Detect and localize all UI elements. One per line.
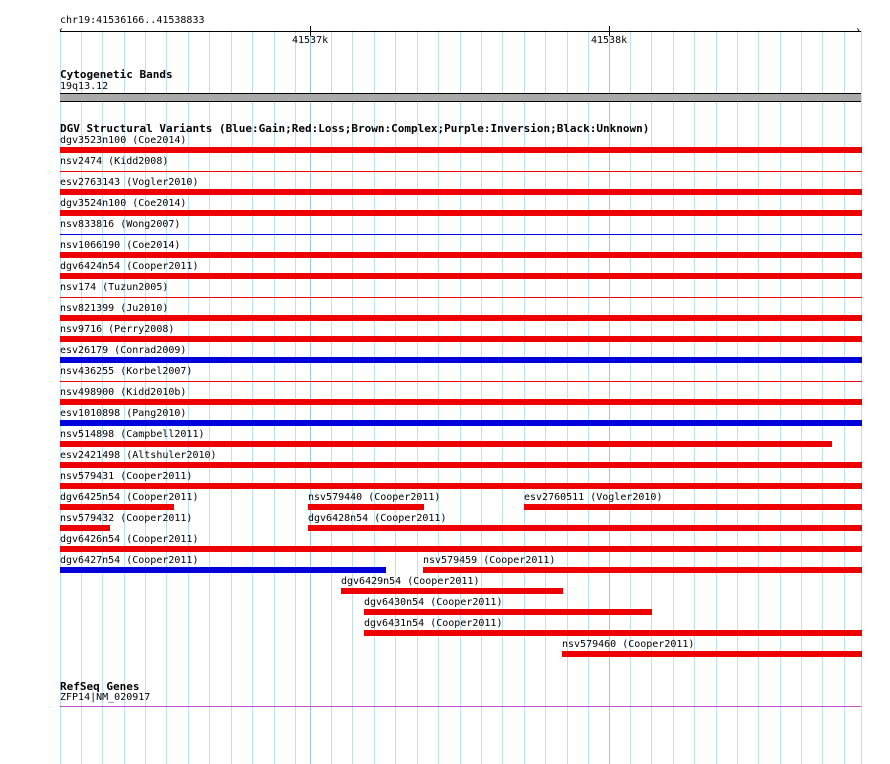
gene-label[interactable]: ZFP14|NM_020917 [60,692,151,703]
location-label: chr19:41536166..41538833 [60,15,205,26]
sv-bar-loss[interactable] [60,252,862,258]
sv-label[interactable]: dgv6429n54 (Cooper2011) [341,576,480,587]
grid-line [231,30,232,764]
grid-line [188,30,189,764]
sv-label[interactable]: nsv436255 (Korbel2007) [60,366,193,377]
gene-feature[interactable] [60,706,861,707]
sv-bar-loss[interactable] [60,210,862,216]
sv-bar-loss[interactable] [308,525,862,531]
grid-line [352,30,353,764]
ruler-tick-label: 41537k [292,35,329,46]
scroll-right-arrow-icon[interactable]: › [855,25,862,36]
sv-label[interactable]: esv2421498 (Altshuler2010) [60,450,217,461]
sv-label[interactable]: dgv6430n54 (Cooper2011) [364,597,503,608]
sv-bar-loss[interactable] [60,504,174,510]
sv-bar-loss[interactable] [364,630,862,636]
sv-bar-gain[interactable] [60,357,862,363]
grid-line [331,30,332,764]
grid-line [481,30,482,764]
sv-bar-loss[interactable] [423,567,862,573]
grid-line [310,30,311,764]
sv-label[interactable]: nsv579459 (Cooper2011) [423,555,556,566]
sv-label[interactable]: nsv174 (Tuzun2005) [60,282,169,293]
sv-label[interactable]: nsv579431 (Cooper2011) [60,471,193,482]
sv-label[interactable]: nsv579440 (Cooper2011) [308,492,441,503]
sv-label[interactable]: dgv6425n54 (Cooper2011) [60,492,199,503]
sv-label[interactable]: esv2760511 (Vogler2010) [524,492,663,503]
refseq-track-title: RefSeq Genes [60,680,140,693]
sv-bar-gain[interactable] [60,567,386,573]
grid-line [274,30,275,764]
sv-bar-loss[interactable] [60,336,862,342]
sv-label[interactable]: nsv1066190 (Coe2014) [60,240,181,251]
sv-label[interactable]: dgv6431n54 (Cooper2011) [364,618,503,629]
sv-label[interactable]: dgv3523n100 (Coe2014) [60,135,187,146]
sv-bar-loss[interactable] [562,651,862,657]
grid-line [417,30,418,764]
sv-label[interactable]: esv1010898 (Pang2010) [60,408,187,419]
sv-bar-loss[interactable] [60,462,862,468]
ruler-tick-label: 41538k [591,35,628,46]
sv-label[interactable]: dgv6427n54 (Cooper2011) [60,555,199,566]
sv-label[interactable]: nsv514898 (Campbell2011) [60,429,205,440]
sv-bar-loss[interactable] [364,609,652,615]
sv-label[interactable]: dgv6424n54 (Cooper2011) [60,261,199,272]
sv-bar-gain[interactable] [60,420,862,426]
grid-line [374,30,375,764]
scroll-left-arrow-icon[interactable]: ‹ [58,25,65,36]
sv-bar-loss[interactable] [341,588,563,594]
sv-bar-loss[interactable] [60,441,832,447]
sv-label[interactable]: nsv821399 (Ju2010) [60,303,169,314]
sv-label[interactable]: dgv6426n54 (Cooper2011) [60,534,199,545]
sv-label[interactable]: nsv833816 (Wong2007) [60,219,181,230]
sv-label[interactable]: nsv579460 (Cooper2011) [562,639,695,650]
sv-bar-loss[interactable] [60,381,862,382]
sv-bar-loss[interactable] [60,171,862,172]
sv-label[interactable]: nsv9716 (Perry2008) [60,324,175,335]
grid-line [460,30,461,764]
sv-label[interactable]: nsv2474 (Kidd2008) [60,156,169,167]
cytoband-name: 19q13.12 [60,81,109,92]
sv-bar-loss[interactable] [60,315,862,321]
sv-bar-loss[interactable] [60,297,862,298]
grid-line [545,30,546,764]
sv-bar-loss[interactable] [60,399,862,405]
sv-label[interactable]: esv2763143 (Vogler2010) [60,177,199,188]
sv-label[interactable]: dgv6428n54 (Cooper2011) [308,513,447,524]
sv-bar-loss[interactable] [60,483,862,489]
sv-label[interactable]: dgv3524n100 (Coe2014) [60,198,187,209]
sv-label[interactable]: nsv579432 (Cooper2011) [60,513,193,524]
sv-bar-loss[interactable] [308,504,424,510]
ruler-axis [60,31,861,32]
sv-label[interactable]: nsv498900 (Kidd2010b) [60,387,187,398]
grid-line [395,30,396,764]
sv-bar-loss[interactable] [60,147,862,153]
dgv-track-title: DGV Structural Variants (Blue:Gain;Red:Loss;Brown:Complex;Purple:Inversion;Black:Unknown) [60,122,650,135]
grid-line [438,30,439,764]
sv-label[interactable]: esv26179 (Conrad2009) [60,345,187,356]
cytoband-track-title: Cytogenetic Bands [60,68,173,81]
sv-bar-loss[interactable] [60,273,862,279]
sv-bar-loss[interactable] [60,525,110,531]
sv-bar-loss[interactable] [60,546,862,552]
sv-bar-gain[interactable] [60,234,862,235]
grid-line [252,30,253,764]
sv-bar-loss[interactable] [524,504,862,510]
cytoband-bar[interactable] [60,93,861,102]
grid-line [524,30,525,764]
grid-line [295,30,296,764]
sv-bar-loss[interactable] [60,189,862,195]
grid-line [209,30,210,764]
grid-line [502,30,503,764]
